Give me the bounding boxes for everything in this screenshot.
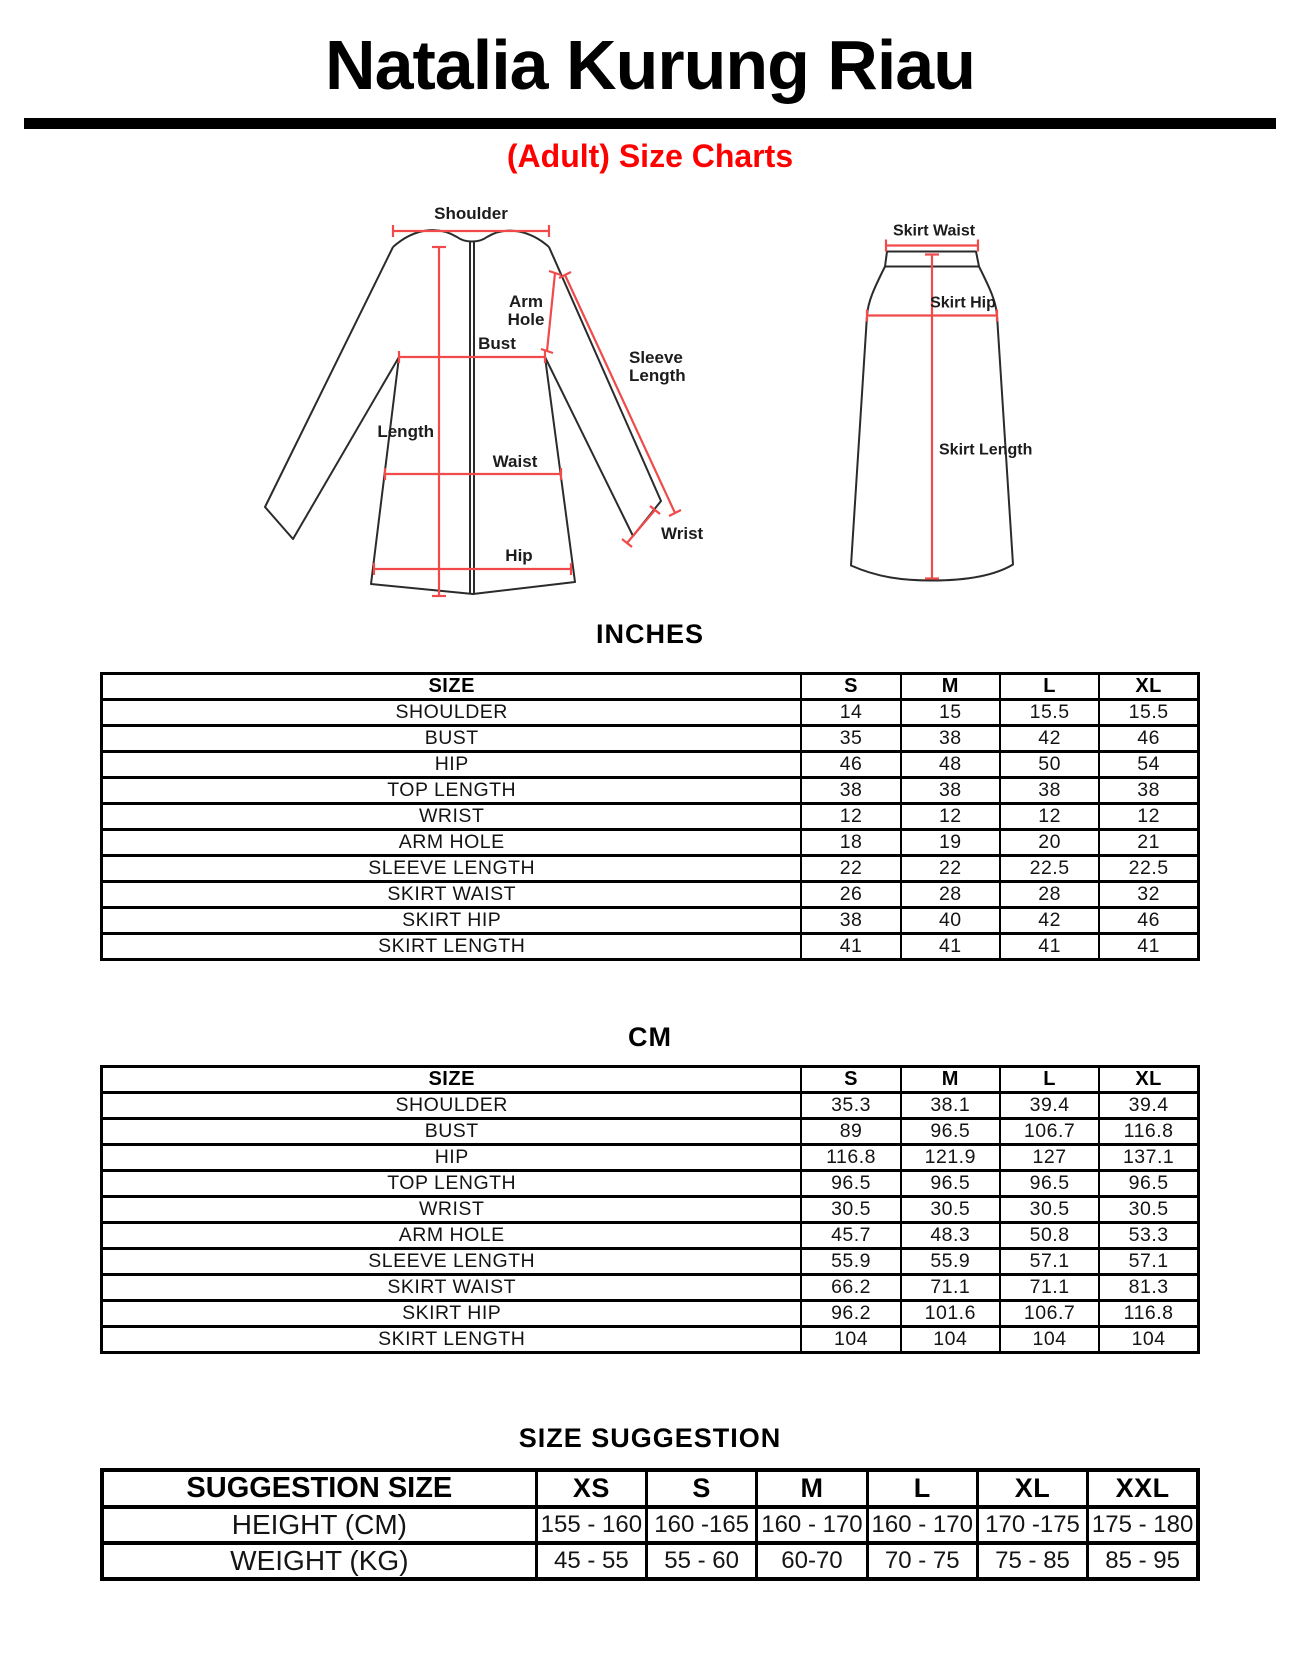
arm-hole-label-line1: Arm xyxy=(508,292,543,312)
shoulder-label: Shoulder xyxy=(433,204,508,224)
value-cell: XL xyxy=(977,1470,1087,1507)
table-row xyxy=(102,803,1199,829)
value-cell: 15.5 xyxy=(1099,699,1198,725)
sleeve-length-label-line2: Length xyxy=(628,366,686,386)
value-cell: 48 xyxy=(901,751,1000,777)
value-cell: 12 xyxy=(1099,803,1198,829)
value-cell: M xyxy=(901,673,1000,699)
table-row xyxy=(102,673,1199,699)
bust-label: Bust xyxy=(477,334,516,354)
row-label-cell: SUGGESTION SIZE xyxy=(102,1470,536,1507)
table-row xyxy=(102,1118,1199,1144)
skirt-hip-label: Skirt Hip xyxy=(929,294,996,312)
skirt-length-label: Skirt Length xyxy=(938,441,1032,459)
row-label-cell: HIP xyxy=(102,1144,802,1170)
value-cell: 38 xyxy=(801,907,900,933)
value-cell: 35 xyxy=(801,725,900,751)
value-cell: M xyxy=(757,1470,867,1507)
value-cell: 48.3 xyxy=(901,1222,1000,1248)
table-row xyxy=(102,1222,1199,1248)
row-label-cell: ARM HOLE xyxy=(102,1222,802,1248)
row-label-cell: SLEEVE LENGTH xyxy=(102,1248,802,1274)
value-cell: 101.6 xyxy=(901,1300,1000,1326)
hip-measure-line xyxy=(374,563,571,575)
table-row xyxy=(102,855,1199,881)
page-subtitle: (Adult) Size Charts xyxy=(506,138,794,175)
row-label-cell: SHOULDER xyxy=(102,699,802,725)
value-cell: 30.5 xyxy=(901,1196,1000,1222)
value-cell: L xyxy=(867,1470,977,1507)
value-cell: 57.1 xyxy=(1099,1248,1198,1274)
waist-label: Waist xyxy=(492,452,537,472)
value-cell: 22.5 xyxy=(1000,855,1099,881)
row-label-cell: TOP LENGTH xyxy=(102,777,802,803)
title-divider xyxy=(24,118,1276,129)
value-cell: 21 xyxy=(1099,829,1198,855)
value-cell: 26 xyxy=(801,881,900,907)
value-cell: 38 xyxy=(901,777,1000,803)
table-row xyxy=(102,1274,1199,1300)
row-label-cell: WRIST xyxy=(102,803,802,829)
measurement-diagrams xyxy=(0,191,1300,606)
shoulder-measure-line xyxy=(393,225,549,237)
value-cell: 41 xyxy=(1099,933,1198,959)
value-cell: 96.5 xyxy=(901,1118,1000,1144)
value-cell: 22.5 xyxy=(1099,855,1198,881)
table-row xyxy=(102,1196,1199,1222)
row-label-cell: WRIST xyxy=(102,1196,802,1222)
value-cell: 85 - 95 xyxy=(1088,1543,1198,1579)
row-label-cell: BUST xyxy=(102,725,802,751)
value-cell: 50.8 xyxy=(1000,1222,1099,1248)
row-label-cell: TOP LENGTH xyxy=(102,1170,802,1196)
value-cell: 41 xyxy=(1000,933,1099,959)
row-label-cell: SIZE xyxy=(102,1066,802,1092)
page-title: Natalia Kurung Riau xyxy=(325,26,975,104)
table-row xyxy=(102,907,1199,933)
value-cell: 41 xyxy=(901,933,1000,959)
value-cell: 81.3 xyxy=(1099,1274,1198,1300)
row-label-cell: HEIGHT (CM) xyxy=(102,1507,536,1543)
value-cell: M xyxy=(901,1066,1000,1092)
cm-section-title: CM xyxy=(628,1021,672,1052)
value-cell: 41 xyxy=(801,933,900,959)
value-cell: 15 xyxy=(901,699,1000,725)
value-cell: 170 -175 xyxy=(977,1507,1087,1543)
value-cell: 18 xyxy=(801,829,900,855)
row-label-cell: SKIRT WAIST xyxy=(102,1274,802,1300)
cm-table-body xyxy=(102,1092,1199,1352)
value-cell: XS xyxy=(536,1470,646,1507)
table-row xyxy=(102,933,1199,959)
value-cell: 127 xyxy=(1000,1144,1099,1170)
value-cell: 106.7 xyxy=(1000,1300,1099,1326)
table-row xyxy=(102,1470,1198,1507)
value-cell: 66.2 xyxy=(801,1274,900,1300)
skirt-diagram xyxy=(808,191,1068,606)
value-cell: 40 xyxy=(901,907,1000,933)
value-cell: 96.2 xyxy=(801,1300,900,1326)
value-cell: 38.1 xyxy=(901,1092,1000,1118)
value-cell: 104 xyxy=(1000,1326,1099,1352)
value-cell: XL xyxy=(1099,1066,1198,1092)
value-cell: 89 xyxy=(801,1118,900,1144)
table-row xyxy=(102,1066,1199,1092)
skirt-waist-label: Skirt Waist xyxy=(892,222,975,240)
value-cell: 96.5 xyxy=(1099,1170,1198,1196)
row-label-cell: SKIRT HIP xyxy=(102,907,802,933)
value-cell: 45.7 xyxy=(801,1222,900,1248)
value-cell: 71.1 xyxy=(901,1274,1000,1300)
value-cell: 39.4 xyxy=(1000,1092,1099,1118)
value-cell: 71.1 xyxy=(1000,1274,1099,1300)
value-cell: 12 xyxy=(801,803,900,829)
row-label-cell: ARM HOLE xyxy=(102,829,802,855)
length-label: Length xyxy=(376,422,434,442)
blouse-left-sleeve xyxy=(265,247,399,539)
value-cell: 38 xyxy=(1099,777,1198,803)
value-cell: 38 xyxy=(901,725,1000,751)
value-cell: 155 - 160 xyxy=(536,1507,646,1543)
table-row xyxy=(102,1543,1198,1579)
value-cell: 104 xyxy=(801,1326,900,1352)
table-row xyxy=(102,1092,1199,1118)
value-cell: 106.7 xyxy=(1000,1118,1099,1144)
table-row xyxy=(102,881,1199,907)
value-cell: L xyxy=(1000,1066,1099,1092)
row-label-cell: SIZE xyxy=(102,673,802,699)
inches-table-head xyxy=(102,673,1199,699)
value-cell: 38 xyxy=(1000,777,1099,803)
value-cell: 22 xyxy=(801,855,900,881)
table-row xyxy=(102,699,1199,725)
value-cell: 28 xyxy=(1000,881,1099,907)
value-cell: 42 xyxy=(1000,725,1099,751)
value-cell: 54 xyxy=(1099,751,1198,777)
cm-table xyxy=(100,1065,1200,1354)
value-cell: 42 xyxy=(1000,907,1099,933)
value-cell: 39.4 xyxy=(1099,1092,1198,1118)
value-cell: 46 xyxy=(801,751,900,777)
value-cell: 55.9 xyxy=(801,1248,900,1274)
value-cell: S xyxy=(801,1066,900,1092)
value-cell: 175 - 180 xyxy=(1088,1507,1198,1543)
inches-table xyxy=(100,672,1200,961)
value-cell: 160 -165 xyxy=(647,1507,757,1543)
value-cell: 75 - 85 xyxy=(977,1543,1087,1579)
value-cell: 15.5 xyxy=(1000,699,1099,725)
value-cell: 57.1 xyxy=(1000,1248,1099,1274)
inches-section-title: INCHES xyxy=(595,619,704,650)
table-row xyxy=(102,1144,1199,1170)
bust-measure-line xyxy=(399,351,545,363)
size-suggestion-table-body xyxy=(102,1507,1198,1579)
row-label-cell: SKIRT HIP xyxy=(102,1300,802,1326)
value-cell: 116.8 xyxy=(1099,1300,1198,1326)
table-row xyxy=(102,777,1199,803)
value-cell: 160 - 170 xyxy=(867,1507,977,1543)
size-suggestion-section-title: SIZE SUGGESTION xyxy=(518,1422,782,1453)
value-cell: S xyxy=(647,1470,757,1507)
value-cell: 60-70 xyxy=(757,1543,867,1579)
sleeve-length-label-line1: Sleeve xyxy=(628,348,683,368)
value-cell: 46 xyxy=(1099,907,1198,933)
value-cell: 22 xyxy=(901,855,1000,881)
value-cell: 14 xyxy=(801,699,900,725)
value-cell: 104 xyxy=(901,1326,1000,1352)
length-measure-line xyxy=(432,247,446,596)
value-cell: 137.1 xyxy=(1099,1144,1198,1170)
wrist-label: Wrist xyxy=(660,524,703,544)
value-cell: 30.5 xyxy=(801,1196,900,1222)
value-cell: 12 xyxy=(901,803,1000,829)
value-cell: 116.8 xyxy=(801,1144,900,1170)
table-row xyxy=(102,829,1199,855)
value-cell: S xyxy=(801,673,900,699)
size-suggestion-table xyxy=(100,1468,1200,1581)
table-row xyxy=(102,1326,1199,1352)
table-row xyxy=(102,751,1199,777)
value-cell: 50 xyxy=(1000,751,1099,777)
value-cell: 70 - 75 xyxy=(867,1543,977,1579)
row-label-cell: HIP xyxy=(102,751,802,777)
skirt-waist-measure-line xyxy=(886,240,978,252)
value-cell: 12 xyxy=(1000,803,1099,829)
value-cell: 55 - 60 xyxy=(647,1543,757,1579)
value-cell: 121.9 xyxy=(901,1144,1000,1170)
table-row xyxy=(102,725,1199,751)
value-cell: 96.5 xyxy=(1000,1170,1099,1196)
value-cell: L xyxy=(1000,673,1099,699)
table-row xyxy=(102,1300,1199,1326)
value-cell: 35.3 xyxy=(801,1092,900,1118)
value-cell: 46 xyxy=(1099,725,1198,751)
row-label-cell: BUST xyxy=(102,1118,802,1144)
value-cell: 20 xyxy=(1000,829,1099,855)
value-cell: 30.5 xyxy=(1099,1196,1198,1222)
value-cell: 30.5 xyxy=(1000,1196,1099,1222)
top-garment-diagram xyxy=(233,191,723,606)
value-cell: 45 - 55 xyxy=(536,1543,646,1579)
value-cell: 38 xyxy=(801,777,900,803)
hip-label: Hip xyxy=(504,546,533,566)
value-cell: 104 xyxy=(1099,1326,1198,1352)
row-label-cell: SKIRT LENGTH xyxy=(102,1326,802,1352)
value-cell: 96.5 xyxy=(801,1170,900,1196)
value-cell: 28 xyxy=(901,881,1000,907)
row-label-cell: SLEEVE LENGTH xyxy=(102,855,802,881)
row-label-cell: SKIRT LENGTH xyxy=(102,933,802,959)
size-suggestion-table-head xyxy=(102,1470,1198,1507)
value-cell: 116.8 xyxy=(1099,1118,1198,1144)
value-cell: 160 - 170 xyxy=(757,1507,867,1543)
cm-table-head xyxy=(102,1066,1199,1092)
value-cell: 32 xyxy=(1099,881,1198,907)
sleeve-length-measure-line xyxy=(559,272,681,516)
row-label-cell: WEIGHT (KG) xyxy=(102,1543,536,1579)
table-row xyxy=(102,1248,1199,1274)
table-row xyxy=(102,1507,1198,1543)
row-label-cell: SKIRT WAIST xyxy=(102,881,802,907)
value-cell: XXL xyxy=(1088,1470,1198,1507)
value-cell: 19 xyxy=(901,829,1000,855)
value-cell: 53.3 xyxy=(1099,1222,1198,1248)
table-row xyxy=(102,1170,1199,1196)
value-cell: 96.5 xyxy=(901,1170,1000,1196)
value-cell: 55.9 xyxy=(901,1248,1000,1274)
value-cell: XL xyxy=(1099,673,1198,699)
inches-table-body xyxy=(102,699,1199,959)
arm-hole-label-line2: Hole xyxy=(507,310,544,330)
row-label-cell: SHOULDER xyxy=(102,1092,802,1118)
